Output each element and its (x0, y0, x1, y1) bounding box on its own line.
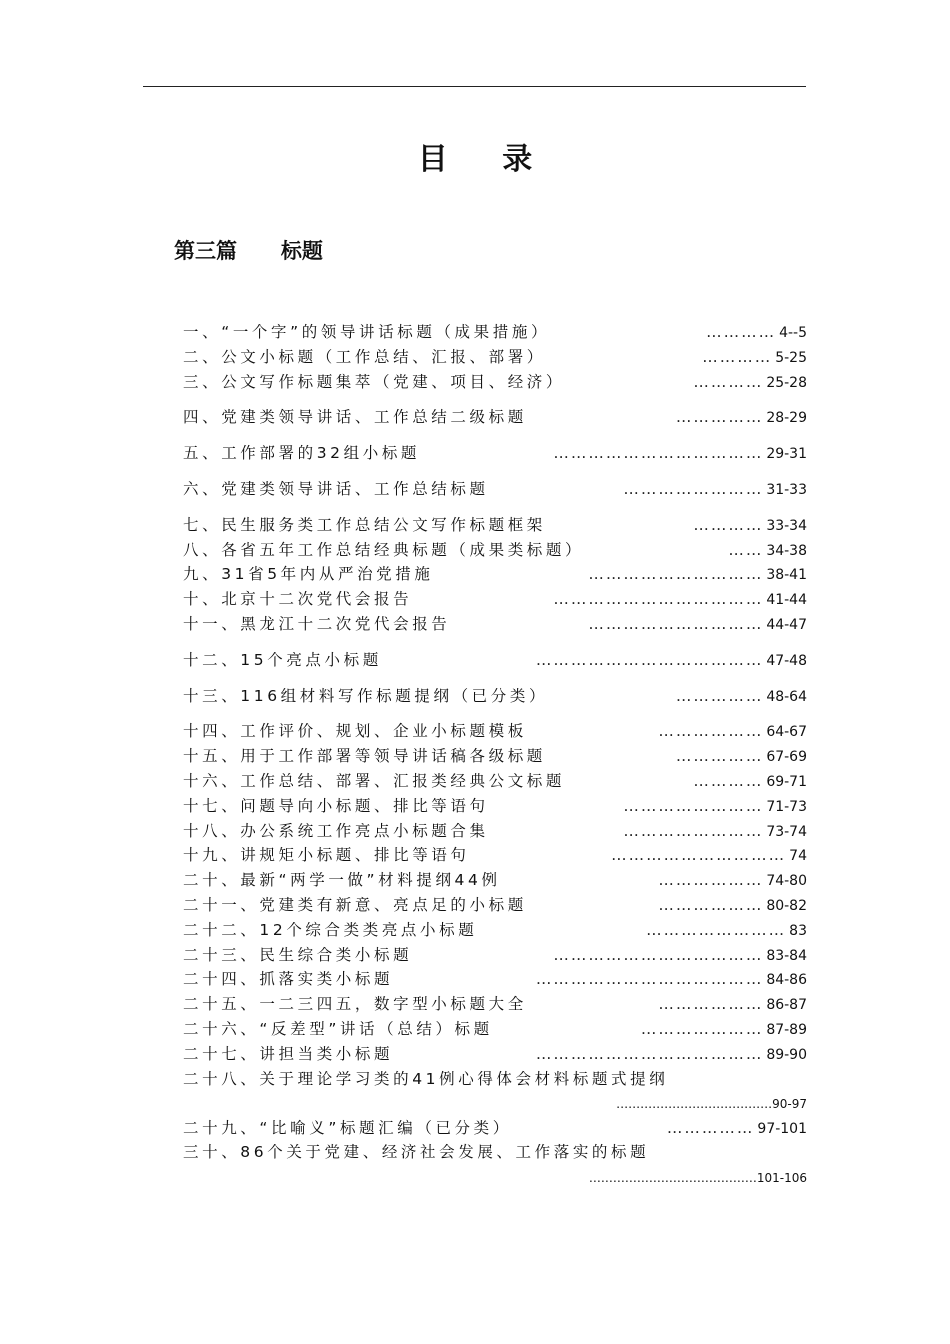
toc-page-range: 28-29 (766, 410, 807, 427)
toc-entry-title: 十八、办公系统工作亮点小标题合集 (183, 821, 489, 840)
toc-entry[interactable] (183, 967, 807, 992)
toc-page-range: 5-25 (775, 349, 807, 366)
toc-leader-dots: …………… (675, 408, 764, 427)
toc-entry-title: 十九、讲规矩小标题、排比等语句 (183, 846, 470, 865)
toc-leader-dots: …………………… (623, 796, 764, 815)
toc-page-range: 83-84 (766, 947, 807, 964)
toc-page-range: 41-44 (766, 592, 807, 609)
toc-page-range: 90-97 (772, 1097, 807, 1112)
toc-entry-title: 十七、问题导向小标题、排比等语句 (183, 796, 489, 815)
toc-entry[interactable] (183, 648, 807, 673)
toc-entry-title: 二十七、讲担当类小标题 (183, 1044, 394, 1063)
toc-entry[interactable] (183, 992, 807, 1017)
toc-entry[interactable] (183, 769, 807, 794)
toc-entry-title: 十、北京十二次党代会报告 (183, 590, 413, 609)
toc-entry[interactable] (183, 370, 807, 395)
toc-leader-dots: ………………………………… (535, 970, 764, 989)
toc-entry[interactable] (183, 1042, 807, 1067)
toc-entry-title: 二十四、抓落实类小标题 (183, 970, 394, 989)
toc-entry[interactable] (183, 1017, 807, 1042)
toc-entry-title: 十四、工作评价、规划、企业小标题模板 (183, 722, 527, 741)
toc-entry-title: 二十六、“反差型”讲话（总结）标题 (183, 1019, 493, 1038)
toc-leader-dots: …… (728, 540, 764, 559)
toc-entry-title: 十二、15个亮点小标题 (183, 650, 382, 669)
toc-entry[interactable] (183, 477, 807, 502)
toc-entry[interactable] (183, 405, 807, 430)
toc-page-range: 38-41 (766, 567, 807, 584)
toc-leader-dots: ……………………………… (553, 444, 764, 463)
toc-entry[interactable] (183, 893, 807, 918)
toc-entry-title: 六、党建类领导讲话、工作总结标题 (183, 479, 489, 498)
toc-page-range: 84-86 (766, 972, 807, 989)
toc-page-range: 25-28 (766, 374, 807, 391)
toc-entry-title: 七、民生服务类工作总结公文写作标题框架 (183, 515, 546, 534)
toc-entry-title: 四、党建类领导讲话、工作总结二级标题 (183, 408, 527, 427)
toc-entry-title: 五、工作部署的32组小标题 (183, 444, 421, 463)
toc-page-range: 86-87 (766, 997, 807, 1014)
toc-leader-dots: ………… (702, 347, 773, 366)
toc-entry-title: 二、公文小标题（工作总结、汇报、部署） (183, 347, 546, 366)
toc-leader-dots: ………………………… (588, 565, 764, 584)
toc-entry[interactable] (183, 1067, 807, 1116)
toc-leader-dots: …………………… (623, 479, 764, 498)
toc-page-range: 34-38 (766, 542, 807, 559)
toc-leader-dots: ………… (693, 771, 764, 790)
top-rule (143, 86, 806, 87)
toc-entry[interactable] (183, 562, 807, 587)
toc-entry[interactable] (183, 441, 807, 466)
toc-page-range: 31-33 (766, 481, 807, 498)
toc-leader-dots: ……………… (658, 895, 764, 914)
toc-leader-dots: …………………… (623, 821, 764, 840)
toc-entry[interactable] (183, 1140, 807, 1189)
toc-leader-dots: …………… (675, 747, 764, 766)
toc-entry[interactable] (183, 918, 807, 943)
toc-entry-title: 二十九、“比喻义”标题汇编（已分类） (183, 1118, 512, 1137)
toc-entry-title: 三十、86个关于党建、经济社会发展、工作落实的标题 (183, 1143, 650, 1162)
toc-entry-title: 十三、116组材料写作标题提纲（已分类） (183, 686, 549, 705)
toc-entry[interactable] (183, 843, 807, 868)
toc-entry-title: 二十八、关于理论学习类的41例心得体会材料标题式提纲 (183, 1069, 669, 1088)
toc-leader-dots: ………… (706, 323, 777, 341)
toc-leader-dots: …………………… (646, 920, 787, 939)
toc-page-range: 33-34 (766, 517, 807, 534)
toc-page-range: 74 (789, 848, 807, 865)
toc-leader-dots: ………………………… (588, 614, 764, 633)
toc-leader-dots: ……………… (658, 871, 764, 890)
toc-entry-continuation (183, 1165, 807, 1189)
part-heading: 第三篇 标题 (174, 239, 323, 263)
toc-page-range: 83 (789, 922, 807, 939)
toc-leader-dots: ………………………………… (535, 1044, 764, 1063)
toc-entry[interactable] (183, 719, 807, 744)
toc-page-range: 71-73 (766, 798, 807, 815)
document-title: 目 录 (417, 142, 555, 177)
toc-leader-dots: ……………… (658, 722, 764, 741)
toc-entry[interactable] (183, 794, 807, 819)
toc-entry-title: 二十二、12个综合类类亮点小标题 (183, 920, 478, 939)
toc-entry[interactable] (183, 744, 807, 769)
toc-entry[interactable] (183, 513, 807, 538)
toc-page-range: 87-89 (766, 1021, 807, 1038)
toc-entry[interactable] (183, 538, 807, 563)
toc-entry-title: 二十、最新“两学一做”材料提纲44例 (183, 871, 501, 890)
toc-leader-dots: ………………… (640, 1019, 764, 1038)
toc-page-range: 48-64 (766, 688, 807, 705)
toc-entry[interactable] (183, 943, 807, 968)
toc-entry-continuation (183, 1091, 807, 1115)
toc-page-range: 4--5 (779, 325, 807, 341)
toc-page-range: 101-106 (756, 1171, 807, 1186)
toc-leader-dots: ………… (693, 515, 764, 534)
toc-leader-dots: ……………… (658, 995, 764, 1014)
toc-page-range: 89-90 (766, 1046, 807, 1063)
toc-leader-dots: ………… (693, 372, 764, 391)
toc-leader-dots: ………………………………… (616, 1097, 773, 1112)
toc-entry-title: 八、各省五年工作总结经典标题（成果类标题） (183, 540, 585, 559)
toc-page-range: 29-31 (766, 446, 807, 463)
table-of-contents (183, 320, 807, 1189)
toc-entry-title: 十六、工作总结、部署、汇报类经典公文标题 (183, 771, 566, 790)
toc-page-range: 69-71 (766, 773, 807, 790)
toc-leader-dots: …………… (666, 1118, 755, 1137)
toc-entry[interactable] (183, 612, 807, 637)
toc-entry[interactable] (183, 1116, 807, 1141)
toc-page-range: 44-47 (766, 616, 807, 633)
toc-entry-title: 一、“一个字”的领导讲话标题（成果措施） (183, 323, 551, 341)
toc-entry-title: 二十一、党建类有新意、亮点足的小标题 (183, 895, 527, 914)
toc-leader-dots: …………… (675, 686, 764, 705)
toc-page-range: 67-69 (766, 749, 807, 766)
toc-page-range: 80-82 (766, 897, 807, 914)
toc-leader-dots: …………………………………… (588, 1171, 757, 1186)
toc-entry-title: 二十三、民生综合类小标题 (183, 945, 413, 964)
toc-page-range: 73-74 (766, 823, 807, 840)
toc-leader-dots: ……………………………… (553, 945, 764, 964)
toc-entry[interactable] (183, 345, 807, 370)
toc-entry[interactable] (183, 587, 807, 612)
toc-entry[interactable] (183, 868, 807, 893)
toc-page-range: 97-101 (757, 1120, 807, 1137)
toc-leader-dots: ………………………… (611, 846, 787, 865)
toc-entry[interactable] (183, 819, 807, 844)
toc-page-range: 47-48 (766, 652, 807, 669)
toc-leader-dots: ………………………………… (535, 650, 764, 669)
toc-entry-title: 十五、用于工作部署等领导讲话稿各级标题 (183, 747, 546, 766)
toc-entry-title: 九、31省5年内从严治党措施 (183, 565, 434, 584)
toc-page-range: 64-67 (766, 724, 807, 741)
toc-entry-title: 十一、黑龙江十二次党代会报告 (183, 614, 451, 633)
toc-entry[interactable] (183, 320, 807, 345)
toc-entry-title: 三、公文写作标题集萃（党建、项目、经济） (183, 372, 566, 391)
toc-entry[interactable] (183, 684, 807, 709)
toc-leader-dots: ……………………………… (553, 590, 764, 609)
toc-entry-title: 二十五、一二三四五，数字型小标题大全 (183, 995, 527, 1014)
toc-page-range: 74-80 (766, 873, 807, 890)
